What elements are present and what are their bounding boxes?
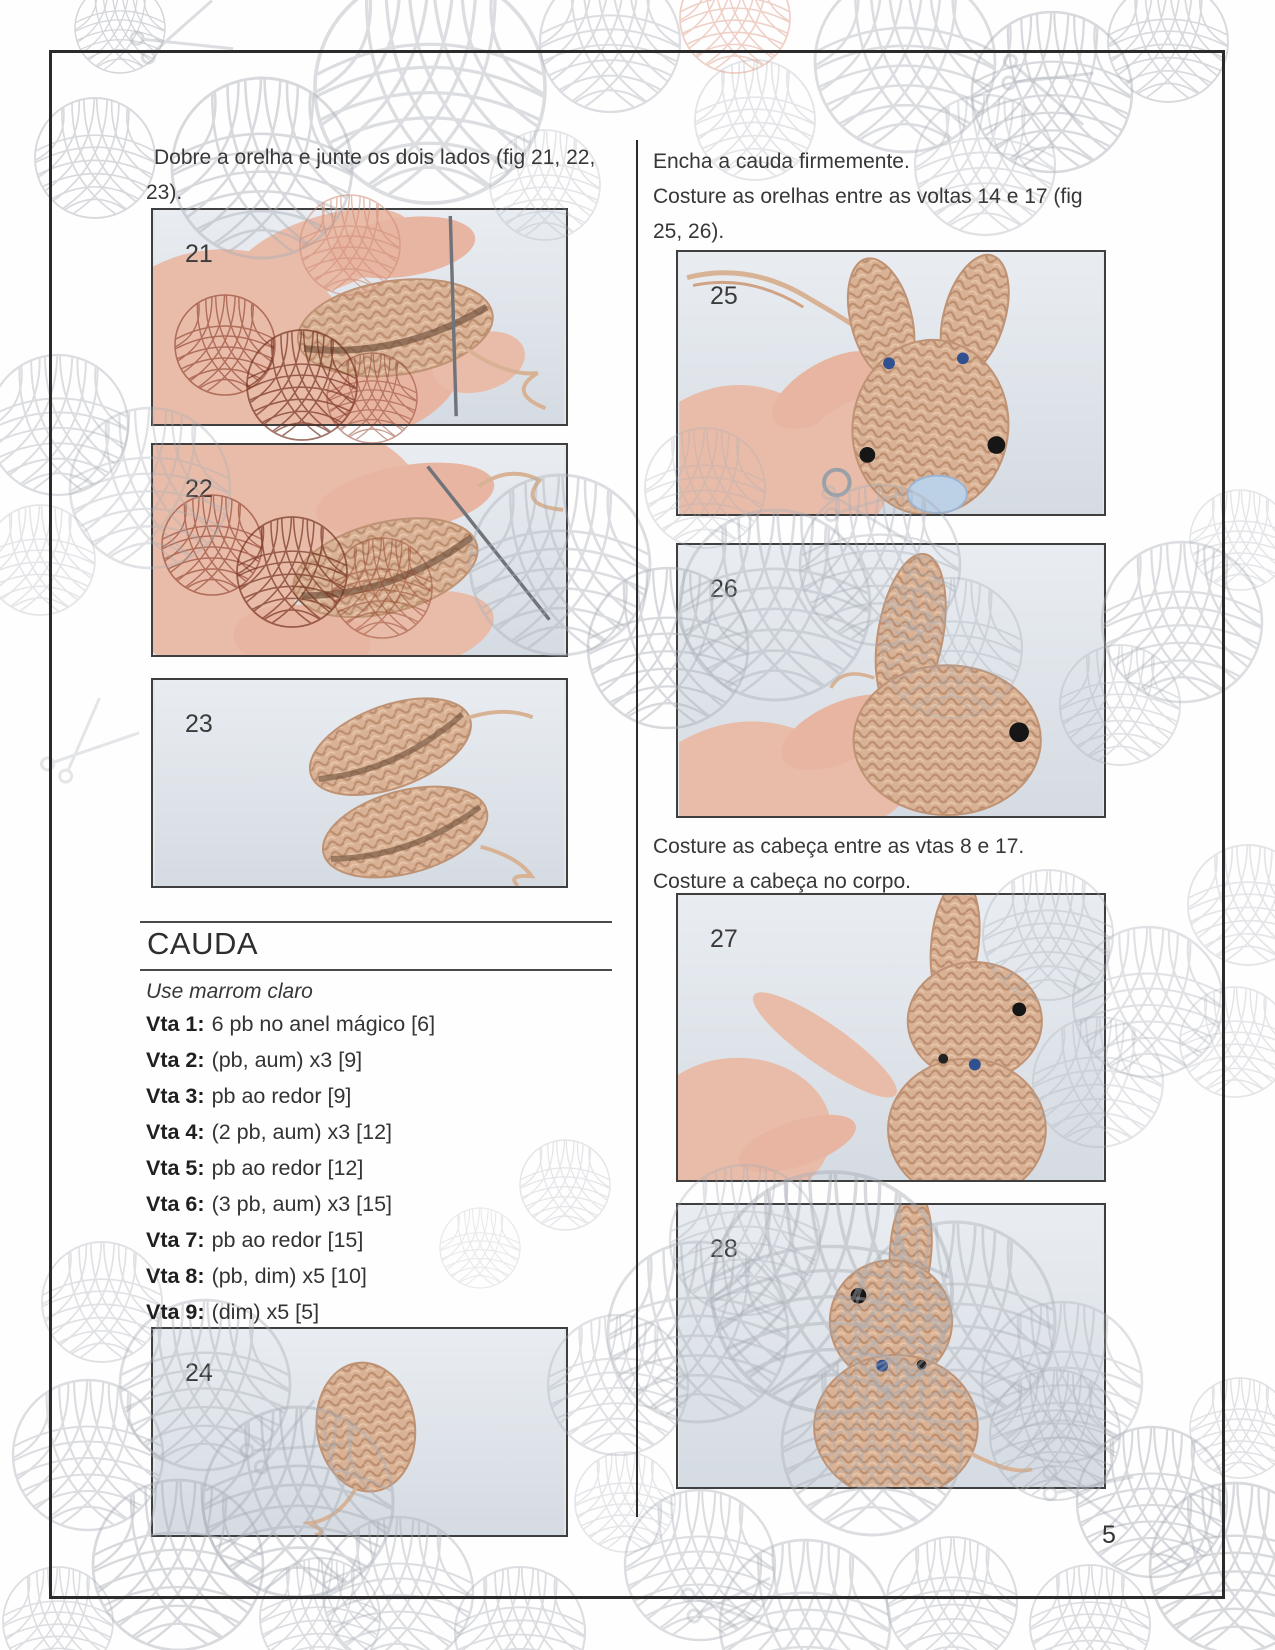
yarn-color-note: Use marrom claro bbox=[146, 980, 313, 1003]
photo-label: 25 bbox=[710, 282, 738, 310]
photo-label: 28 bbox=[710, 1235, 738, 1263]
round-instruction: Vta 2: (pb, aum) x3 [9] bbox=[146, 1048, 363, 1072]
round-instruction: Vta 9: (dim) x5 [5] bbox=[146, 1300, 320, 1324]
round-instruction: Vta 3: pb ao redor [9] bbox=[146, 1084, 352, 1108]
figure-25 bbox=[676, 250, 1106, 516]
photo-label: 27 bbox=[710, 925, 738, 953]
photo-head-ears-pinned-illustration bbox=[678, 252, 1104, 514]
sew-ears-paragraph: Costure as orelhas entre as voltas 14 e 17 (fig 25, 26). bbox=[653, 185, 1083, 243]
column-divider bbox=[636, 140, 638, 1517]
figure-23 bbox=[151, 678, 568, 888]
intro-paragraph: Dobre a orelha e junte os dois lados (fig 21, 22, 23). bbox=[146, 146, 596, 204]
figure-22 bbox=[151, 443, 568, 657]
section-title-cauda: CAUDA bbox=[147, 926, 259, 961]
sew-head-body-paragraph: Costure a cabeça no corpo. bbox=[653, 870, 911, 893]
photo-ear-sewing-illustration bbox=[153, 445, 566, 655]
photo-label: 24 bbox=[185, 1359, 213, 1387]
photo-ear-fold-needle-illustration bbox=[153, 210, 566, 424]
round-instruction: Vta 5: pb ao redor [12] bbox=[146, 1156, 364, 1180]
round-instruction: Vta 1: 6 pb no anel mágico [6] bbox=[146, 1012, 436, 1036]
round-instruction: Vta 6: (3 pb, aum) x3 [15] bbox=[146, 1192, 393, 1216]
photo-finger-pointing-bunny-illustration bbox=[678, 895, 1104, 1180]
section-rule-top bbox=[140, 921, 612, 923]
figure-26 bbox=[676, 543, 1106, 818]
photo-label: 26 bbox=[710, 575, 738, 603]
photo-head-side-ear-illustration bbox=[678, 545, 1104, 816]
figure-21 bbox=[151, 208, 568, 426]
photo-tail-piece-illustration bbox=[153, 1329, 566, 1535]
round-instruction: Vta 8: (pb, dim) x5 [10] bbox=[146, 1264, 367, 1288]
photo-label: 21 bbox=[185, 240, 213, 268]
fill-tail-paragraph: Encha a cauda firmemente. bbox=[653, 150, 910, 173]
figure-24 bbox=[151, 1327, 568, 1537]
photo-assembled-bunny-illustration bbox=[678, 1205, 1104, 1487]
photo-label: 23 bbox=[185, 710, 213, 738]
page-number: 5 bbox=[1102, 1521, 1116, 1549]
figure-27 bbox=[676, 893, 1106, 1182]
round-instruction: Vta 7: pb ao redor [15] bbox=[146, 1228, 364, 1252]
round-instruction: Vta 4: (2 pb, aum) x3 [12] bbox=[146, 1120, 393, 1144]
rounds-list bbox=[146, 1006, 626, 1330]
photo-label: 22 bbox=[185, 475, 213, 503]
section-rule-bottom bbox=[140, 969, 612, 971]
sew-head-rounds-paragraph: Costure as cabeça entre as vtas 8 e 17. bbox=[653, 835, 1025, 858]
figure-28 bbox=[676, 1203, 1106, 1489]
photo-two-ears-illustration bbox=[153, 680, 566, 886]
